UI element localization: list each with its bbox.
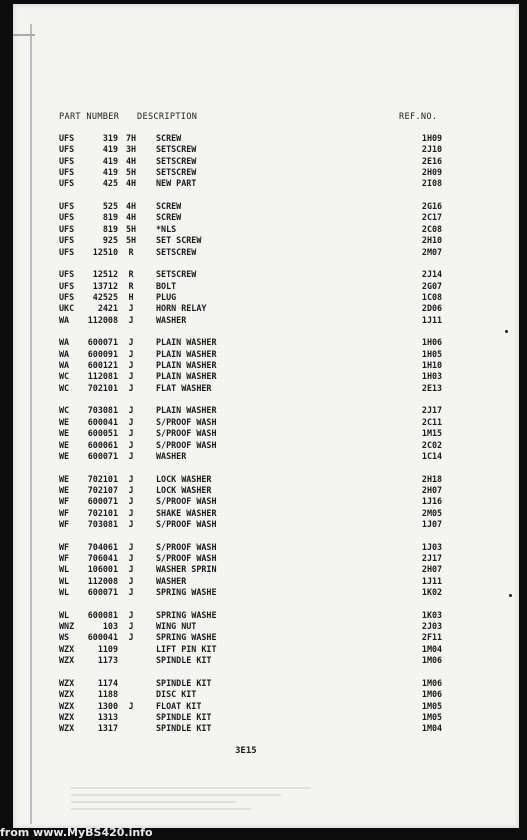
- part-number: 704061: [87, 541, 118, 552]
- part-description: SCREW: [156, 201, 182, 212]
- part-ref-no: 1H05: [421, 348, 443, 359]
- part-ref-no: 1C14: [421, 450, 443, 461]
- part-prefix: WC: [59, 371, 70, 382]
- part-number: 600061: [87, 439, 118, 450]
- part-code: J: [128, 541, 134, 552]
- table-row: [13, 428, 519, 439]
- part-code: J: [128, 360, 134, 370]
- part-prefix: WE: [59, 428, 70, 439]
- part-ref-no: 2F11: [421, 632, 443, 643]
- table-row: [13, 587, 519, 598]
- part-description: WING NUT: [156, 621, 197, 632]
- part-number: 419: [102, 167, 118, 177]
- part-ref-no: 2M05: [421, 507, 443, 518]
- part-description: PLAIN WASHER: [156, 337, 217, 348]
- part-ref-no: 1J03: [421, 541, 443, 552]
- part-prefix: WE: [59, 450, 70, 461]
- part-number: 425: [102, 178, 118, 189]
- part-description: SETSCREW: [156, 144, 197, 155]
- table-row: [13, 337, 519, 348]
- part-code: J: [128, 303, 134, 314]
- table-row: [13, 247, 519, 258]
- part-description: SPRING WASHE: [156, 587, 217, 597]
- part-prefix: WZX: [59, 689, 75, 700]
- part-ref-no: 2H09: [421, 167, 443, 177]
- table-row: [13, 212, 519, 223]
- part-number: 819: [102, 212, 118, 223]
- part-prefix: WZX: [59, 677, 75, 688]
- table-row: [13, 417, 519, 428]
- table-row: [13, 360, 519, 371]
- part-number: 600091: [87, 348, 118, 359]
- part-ref-no: 2E13: [421, 382, 443, 393]
- table-row: [13, 281, 519, 292]
- part-prefix: WA: [59, 337, 70, 348]
- table-row: [13, 315, 519, 326]
- part-ref-no: 2C02: [421, 439, 443, 450]
- part-code: J: [128, 484, 134, 495]
- part-description: PLAIN WASHER: [156, 371, 217, 382]
- part-prefix: UFS: [59, 167, 75, 177]
- part-prefix: UKC: [59, 303, 75, 314]
- part-description: SCREW: [156, 133, 182, 143]
- part-code: J: [128, 473, 134, 484]
- part-prefix: UFS: [59, 223, 75, 234]
- table-row: [13, 178, 519, 189]
- part-prefix: WE: [59, 484, 70, 495]
- part-description: HORN RELAY: [156, 303, 207, 314]
- part-code: J: [128, 348, 134, 359]
- table-row: [13, 508, 519, 519]
- part-prefix: UFS: [59, 269, 75, 280]
- part-code: J: [128, 700, 134, 711]
- part-prefix: WZX: [59, 655, 75, 666]
- part-prefix: WE: [59, 416, 70, 427]
- part-description: SETSCREW: [156, 155, 197, 166]
- part-number: 112008: [87, 575, 118, 586]
- part-prefix: WE: [59, 439, 70, 450]
- part-description: DISC KIT: [156, 689, 197, 700]
- part-number: 600041: [87, 632, 118, 643]
- part-number: 112008: [87, 314, 118, 325]
- table-row: [13, 644, 519, 655]
- table-row: [13, 474, 519, 485]
- part-ref-no: 1K02: [421, 587, 443, 597]
- part-code: R: [128, 246, 134, 257]
- part-code: J: [128, 507, 134, 518]
- part-description: SETSCREW: [156, 269, 197, 280]
- part-description: WASHER: [156, 450, 187, 461]
- part-number: 13712: [92, 280, 118, 291]
- part-ref-no: 1M15: [421, 428, 443, 439]
- part-ref-no: 2H07: [421, 484, 443, 495]
- part-description: WASHER: [156, 575, 187, 586]
- part-code: 7H: [125, 133, 137, 143]
- part-number: 1174: [97, 677, 118, 688]
- part-code: J: [128, 518, 134, 529]
- part-prefix: WC: [59, 382, 70, 393]
- part-number: 703081: [87, 518, 118, 529]
- part-description: FLOAT KIT: [156, 700, 202, 711]
- bleed-through-text: [71, 782, 371, 822]
- part-description: WASHER: [156, 314, 187, 325]
- part-ref-no: 2D06: [421, 303, 443, 314]
- part-ref-no: 2J14: [421, 269, 443, 280]
- part-ref-no: 2E16: [421, 155, 443, 166]
- part-code: 5H: [125, 235, 137, 246]
- part-code: R: [128, 280, 134, 291]
- table-row: [13, 383, 519, 394]
- part-description: SPRING WASHE: [156, 632, 217, 643]
- part-number: 1173: [97, 655, 118, 666]
- part-code: J: [128, 609, 134, 620]
- table-row: [13, 678, 519, 689]
- table-row: [13, 723, 519, 734]
- part-ref-no: 1H09: [421, 133, 443, 143]
- part-number: 1109: [97, 643, 118, 654]
- table-row: [13, 655, 519, 666]
- part-description: SET SCREW: [156, 235, 202, 246]
- part-code: J: [128, 337, 134, 348]
- table-row: [13, 496, 519, 507]
- part-prefix: WZX: [59, 643, 75, 654]
- part-code: J: [128, 314, 134, 325]
- part-description: S/PROOF WASH: [156, 553, 217, 563]
- part-prefix: WF: [59, 496, 70, 507]
- part-number: 600081: [87, 609, 118, 620]
- part-number: 600051: [87, 428, 118, 439]
- part-description: SETSCREW: [156, 167, 197, 177]
- source-footer: from www.MyBS420.info: [0, 826, 153, 839]
- part-number: 1317: [97, 723, 118, 734]
- table-row: [13, 144, 519, 155]
- part-number: 702101: [87, 382, 118, 393]
- part-prefix: WZX: [59, 723, 75, 734]
- part-prefix: WF: [59, 507, 70, 518]
- part-prefix: WL: [59, 609, 70, 620]
- part-number: 600041: [87, 416, 118, 427]
- part-ref-no: 2J17: [421, 553, 443, 563]
- part-prefix: WZX: [59, 711, 75, 722]
- part-ref-no: 1H03: [421, 371, 443, 382]
- part-ref-no: 1H06: [421, 337, 443, 348]
- part-description: SETSCREW: [156, 246, 197, 257]
- part-ref-no: 1J11: [421, 314, 443, 325]
- table-row: [13, 235, 519, 246]
- part-ref-no: 1M05: [421, 711, 443, 722]
- part-number: 702107: [87, 484, 118, 495]
- part-prefix: UFS: [59, 201, 75, 212]
- part-prefix: UFS: [59, 133, 75, 143]
- part-description: NEW PART: [156, 178, 197, 189]
- table-row: [13, 349, 519, 360]
- part-description: SPINDLE KIT: [156, 711, 212, 722]
- part-number: 419: [102, 144, 118, 155]
- part-prefix: WZX: [59, 700, 75, 711]
- part-description: PLAIN WASHER: [156, 360, 217, 370]
- part-code: 4H: [125, 201, 137, 212]
- part-code: 4H: [125, 212, 137, 223]
- part-description: SPINDLE KIT: [156, 677, 212, 688]
- part-number: 702101: [87, 507, 118, 518]
- part-ref-no: 1M05: [421, 700, 443, 711]
- part-prefix: WF: [59, 553, 70, 563]
- table-row: [13, 440, 519, 451]
- part-number: 600121: [87, 360, 118, 370]
- part-ref-no: 2G16: [421, 201, 443, 212]
- table-row: [13, 689, 519, 700]
- part-number: 1313: [97, 711, 118, 722]
- part-ref-no: 2J03: [421, 621, 443, 632]
- part-ref-no: 1H10: [421, 360, 443, 370]
- part-prefix: WA: [59, 360, 70, 370]
- part-number: 112081: [87, 371, 118, 382]
- part-prefix: UFS: [59, 144, 75, 155]
- part-prefix: WL: [59, 575, 70, 586]
- part-code: J: [128, 405, 134, 416]
- part-description: SHAKE WASHER: [156, 507, 217, 518]
- part-number: 12512: [92, 269, 118, 280]
- part-code: J: [128, 450, 134, 461]
- part-description: PLAIN WASHER: [156, 348, 217, 359]
- part-number: 600071: [87, 496, 118, 507]
- part-ref-no: 2C08: [421, 223, 443, 234]
- part-code: J: [128, 416, 134, 427]
- part-prefix: WL: [59, 564, 70, 575]
- part-description: LOCK WASHER: [156, 484, 212, 495]
- part-ref-no: 2J17: [421, 405, 443, 416]
- part-number: 1300: [97, 700, 118, 711]
- part-ref-no: 1M06: [421, 655, 443, 666]
- part-prefix: WE: [59, 473, 70, 484]
- part-prefix: WS: [59, 632, 70, 643]
- table-row: [13, 553, 519, 564]
- part-number: 819: [102, 223, 118, 234]
- table-row: [13, 542, 519, 553]
- table-row: [13, 610, 519, 621]
- table-row: [13, 519, 519, 530]
- part-number: 12510: [92, 246, 118, 257]
- table-row: [13, 701, 519, 712]
- part-description: SPINDLE KIT: [156, 655, 212, 666]
- header-part-number: PART NUMBER: [59, 112, 120, 122]
- part-ref-no: 2M07: [421, 246, 443, 257]
- part-number: 525: [102, 201, 118, 212]
- part-code: J: [128, 553, 134, 563]
- table-row: [13, 621, 519, 632]
- part-number: 419: [102, 155, 118, 166]
- part-description: WASHER SPRIN: [156, 564, 217, 575]
- part-number: 706041: [87, 553, 118, 563]
- table-row: [13, 269, 519, 280]
- part-description: SCREW: [156, 212, 182, 223]
- speck-mark: [509, 594, 512, 597]
- part-description: PLUG: [156, 291, 177, 302]
- part-description: FLAT WASHER: [156, 382, 212, 393]
- part-ref-no: 2C17: [421, 212, 443, 223]
- part-description: *NLS: [156, 223, 177, 234]
- part-description: PLAIN WASHER: [156, 405, 217, 416]
- part-prefix: UFS: [59, 155, 75, 166]
- part-code: J: [128, 621, 134, 632]
- table-row: [13, 292, 519, 303]
- part-description: S/PROOF WASH: [156, 518, 217, 529]
- part-description: LIFT PIN KIT: [156, 643, 217, 654]
- table-row: [13, 564, 519, 575]
- part-description: S/PROOF WASH: [156, 541, 217, 552]
- part-number: 103: [102, 621, 118, 632]
- part-ref-no: 2H18: [421, 473, 443, 484]
- part-ref-no: 1M04: [421, 643, 443, 654]
- part-prefix: WA: [59, 348, 70, 359]
- part-prefix: WL: [59, 587, 70, 597]
- part-code: 5H: [125, 167, 137, 177]
- header-description: DESCRIPTION: [137, 112, 198, 122]
- part-code: J: [128, 587, 134, 597]
- table-row: [13, 712, 519, 723]
- header-ref-no: REF.NO.: [399, 112, 438, 122]
- part-code: J: [128, 632, 134, 643]
- table-row: [13, 133, 519, 144]
- part-ref-no: 1J16: [421, 496, 443, 507]
- part-number: 106001: [87, 564, 118, 575]
- part-code: J: [128, 382, 134, 393]
- part-number: 319: [102, 133, 118, 143]
- part-description: S/PROOF WASH: [156, 428, 217, 439]
- part-prefix: UFS: [59, 212, 75, 223]
- part-ref-no: 2G07: [421, 280, 443, 291]
- catalog-page: [13, 4, 519, 828]
- part-ref-no: 1M06: [421, 689, 443, 700]
- part-prefix: UFS: [59, 235, 75, 246]
- part-description: LOCK WASHER: [156, 473, 212, 484]
- part-prefix: WF: [59, 518, 70, 529]
- part-ref-no: 1J11: [421, 575, 443, 586]
- part-number: 2421: [97, 303, 118, 314]
- part-code: J: [128, 428, 134, 439]
- part-ref-no: 1M06: [421, 677, 443, 688]
- part-code: J: [128, 371, 134, 382]
- part-prefix: WA: [59, 314, 70, 325]
- part-ref-no: 1J07: [421, 518, 443, 529]
- part-ref-no: 1K03: [421, 609, 443, 620]
- table-row: [13, 451, 519, 462]
- part-prefix: WNZ: [59, 621, 75, 632]
- part-code: J: [128, 496, 134, 507]
- part-code: 4H: [125, 155, 137, 166]
- table-row: [13, 303, 519, 314]
- part-ref-no: 2I08: [421, 178, 443, 189]
- table-row: [13, 167, 519, 178]
- part-prefix: UFS: [59, 178, 75, 189]
- part-code: R: [128, 269, 134, 280]
- table-row: [13, 156, 519, 167]
- part-code: H: [128, 291, 134, 302]
- speck-mark: [505, 330, 508, 333]
- part-description: S/PROOF WASH: [156, 496, 217, 507]
- table-row: [13, 576, 519, 587]
- part-prefix: WC: [59, 405, 70, 416]
- table-row: [13, 405, 519, 416]
- part-description: S/PROOF WASH: [156, 439, 217, 450]
- part-code: 4H: [125, 178, 137, 189]
- part-number: 600071: [87, 337, 118, 348]
- part-number: 600071: [87, 450, 118, 461]
- part-description: S/PROOF WASH: [156, 416, 217, 427]
- part-ref-no: 2J10: [421, 144, 443, 155]
- part-number: 1188: [97, 689, 118, 700]
- part-number: 600071: [87, 587, 118, 597]
- part-code: 3H: [125, 144, 137, 155]
- part-description: BOLT: [156, 280, 177, 291]
- part-code: 5H: [125, 223, 137, 234]
- part-code: J: [128, 564, 134, 575]
- part-code: J: [128, 439, 134, 450]
- part-description: SPINDLE KIT: [156, 723, 212, 734]
- part-number: 702101: [87, 473, 118, 484]
- part-ref-no: 1C08: [421, 291, 443, 302]
- page-number: 3E15: [235, 746, 257, 756]
- part-ref-no: 1M04: [421, 723, 443, 734]
- table-row: [13, 632, 519, 643]
- table-row: [13, 224, 519, 235]
- table-row: [13, 201, 519, 212]
- part-prefix: UFS: [59, 291, 75, 302]
- part-ref-no: 2C11: [421, 416, 443, 427]
- part-number: 42525: [92, 291, 118, 302]
- part-number: 925: [102, 235, 118, 246]
- part-ref-no: 2H07: [421, 564, 443, 575]
- table-row: [13, 485, 519, 496]
- binding-mark: [13, 34, 35, 36]
- table-row: [13, 371, 519, 382]
- part-description: SPRING WASHE: [156, 609, 217, 620]
- part-prefix: UFS: [59, 246, 75, 257]
- part-prefix: WF: [59, 541, 70, 552]
- part-number: 703081: [87, 405, 118, 416]
- part-prefix: UFS: [59, 280, 75, 291]
- part-code: J: [128, 575, 134, 586]
- part-ref-no: 2H10: [421, 235, 443, 246]
